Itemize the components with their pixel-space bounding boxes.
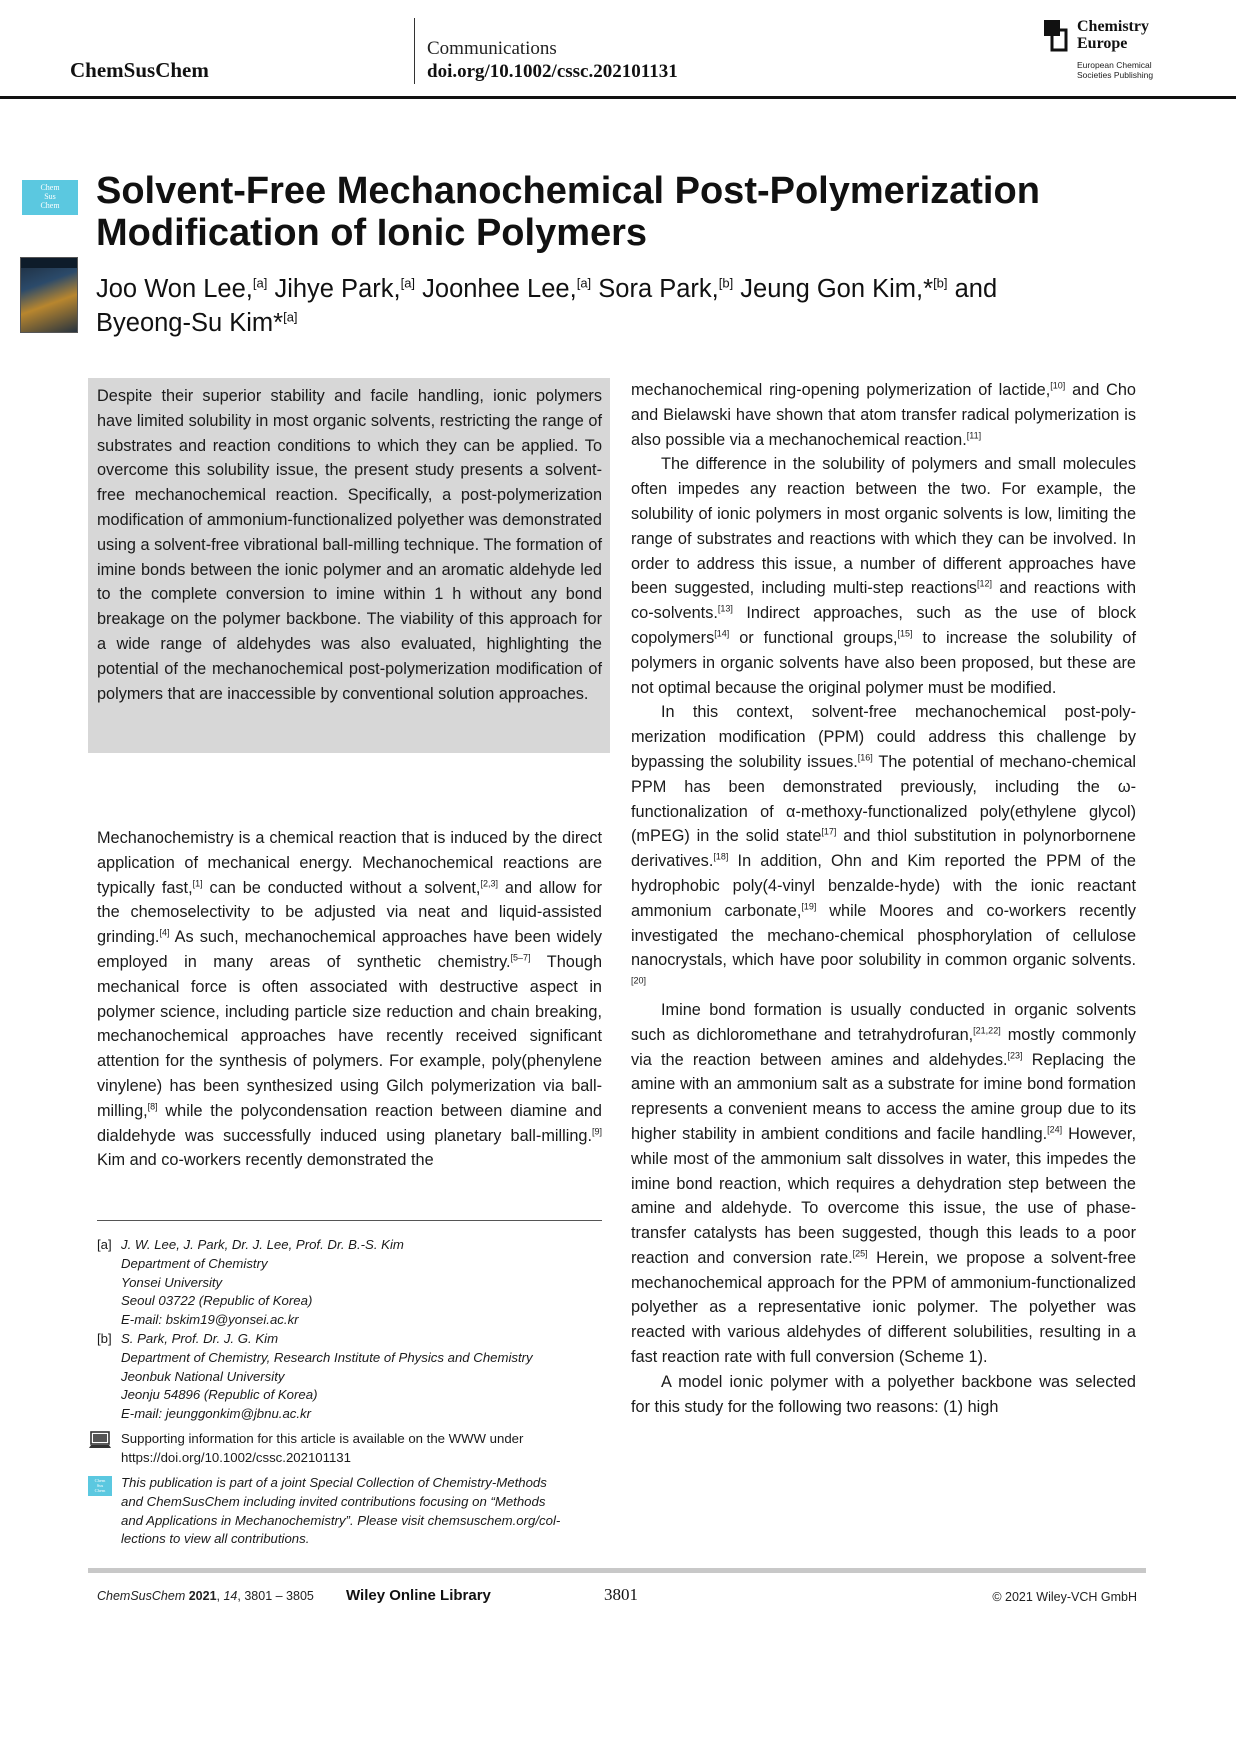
citation-ref[interactable]: [10]: [1050, 380, 1066, 391]
citation-ref[interactable]: [5–7]: [510, 952, 531, 963]
author-name: Byeong-Su Kim*: [96, 309, 284, 337]
publisher-logo[interactable]: [1044, 18, 1194, 82]
citation-ref[interactable]: [11]: [966, 430, 982, 441]
citation-ref[interactable]: [13]: [717, 603, 733, 614]
special-collection-note: Chem Sus Chem This publication is part of a joint Special Collection of Chemistry-Methods and ChemSusChem including invited contributions focusing on “Methods and Applications in Mechanochemistry”. Please visit chemsuschem.org/col- lections to view all contributions.: [88, 1474, 602, 1549]
header-rule: [0, 96, 1236, 99]
publisher-logo-subtitle: European Chemical Societies Publishing: [1077, 60, 1154, 80]
email-link[interactable]: E-mail: bskim19@yonsei.ac.kr: [121, 1312, 299, 1328]
citation-ref[interactable]: [12]: [976, 578, 992, 589]
journal-name: ChemSusChem: [70, 58, 209, 82]
author-affiliation: [a]: [576, 275, 592, 291]
header-divider: [414, 18, 415, 84]
article-title: Solvent-Free Mechanochemical Post-Polymerization Modification of Ionic Polymers: [96, 170, 1040, 254]
page-number: 3801: [604, 1585, 638, 1604]
citation-ref[interactable]: [15]: [897, 628, 913, 639]
author-name: Joo Won Lee,: [96, 275, 253, 303]
wiley-online-library-link[interactable]: Wiley Online Library: [346, 1587, 491, 1604]
body-column-left: [97, 826, 602, 1173]
citation-ref[interactable]: [23]: [1007, 1050, 1023, 1061]
footer-citation: ChemSusChem 2021, 14, 3801 – 3805: [97, 1589, 314, 1603]
affiliations: [97, 1236, 602, 1424]
author-name: Sora Park,: [591, 275, 719, 303]
supporting-info-note: Supporting information for this article is available on the WWW under https://doi.org/10.1002/cssc.202101131: [88, 1430, 602, 1468]
footer-rule: [88, 1568, 1146, 1573]
section-label: Communications: [427, 38, 557, 59]
cover-image-icon[interactable]: [20, 257, 78, 333]
body-paragraph: In this context, solvent-free mechanochemical post-poly-merization modification (PPM) could address this challenge by bypassing the solubility issues.[16] The potential of mechano-chemical PPM has been demonstrated previously, including the ω-functionalization of α-methoxy-functionalized poly(ethylene glycol) (mPEG) in the solid state[17] and thiol substitution in polynorbornene derivatives.[18] In addition, Ohn and Kim reported the PPM of the hydrophobic poly(4-vinyl benzalde-hyde) with the ionic reactant ammonium carbonate,[19] while Moores and co-workers recently investigated the mechano-chemical phosphorylation of cellulose nanocrystals, which have poor solubility in common organic solvents.[20]: [631, 703, 1136, 986]
citation-ref[interactable]: [20]: [631, 975, 647, 986]
supporting-info-link[interactable]: https://doi.org/10.1002/cssc.202101131: [121, 1449, 351, 1465]
copyright: © 2021 Wiley-VCH GmbH: [992, 1590, 1137, 1604]
publisher-logo-mark-icon: [1044, 20, 1070, 52]
citation-ref[interactable]: [4]: [159, 927, 170, 938]
author-affiliation: [a]: [400, 275, 416, 291]
author-name: Joonhee Lee,: [415, 275, 577, 303]
citation-ref[interactable]: [2,3]: [480, 878, 498, 889]
author-list: [96, 272, 1116, 340]
citation-ref[interactable]: [8]: [147, 1101, 158, 1112]
author-affiliation: [a]: [252, 275, 268, 291]
affiliation-tag: [a]: [97, 1237, 112, 1252]
affiliation-a: [a] J. W. Lee, J. Park, Dr. J. Lee, Prof. Dr. B.-S. Kim Department of Chemistry Yonsei University Seoul 03722 (Republic of Korea) E-mail: bskim19@yonsei.ac.kr: [97, 1236, 602, 1330]
author-name: Jeung Gon Kim,*: [733, 275, 934, 303]
body-paragraph: mechanochemical ring-opening polymerization of lactide,[10] and Cho and Bielawski have shown that atom transfer radical polymerization is also possible via a mechanochemical reaction.[11]: [631, 380, 1136, 449]
citation-ref[interactable]: [21,22]: [973, 1025, 1001, 1036]
author-name: Jihye Park,: [267, 275, 401, 303]
author-affiliation: [b]: [933, 275, 948, 291]
citation-ref[interactable]: [18]: [713, 851, 729, 862]
body-paragraph: Mechanochemistry is a chemical reaction that is induced by the direct application of mechanical energy. Mechanochemical reactions are typically fast,[1] can be conducted without a solvent,[2,3] and allow for the chemoselectivity to be adjusted via neat and liquid-assisted grinding.[4] As such, mechanochemical approaches have been widely employed in many areas of synthetic chemistry.[5–7] Though mechanical force is often associated with destructive aspect in polymer science, including particle size reduction and chain breaking, mechanochemical approaches have recently received significant attention for the synthesis of polymers. For example, poly(phenylene vinylene) has been synthesized using Gilch polymerization via ball-milling,[8] while the polycondensation reaction between diamine and dialdehyde was successfully induced using planetary ball-milling.[9] Kim and co-workers recently demonstrated the: [97, 829, 602, 1170]
journal-badge-icon: Chem Sus Chem: [22, 180, 78, 215]
citation-ref[interactable]: [17]: [821, 826, 837, 837]
citation-ref[interactable]: [19]: [801, 901, 817, 912]
citation-ref[interactable]: [1]: [192, 878, 203, 889]
abstract-text: Despite their superior stability and facile handling, ionic polymers have limited solubility in most organic solvents, restricting the range of substrates and reaction conditions to which they can be applied. To overcome this solubility issue, the present study presents a solvent-free mechanochemical reaction. Specifically, a post-polymerization modification of ammonium-functionalized polyether was demonstrated using a solvent-free vibrational ball-milling technique. The formation of imine bonds between the ionic polymer and an aromatic aldehyde led to the complete conversion to imine within 1 h without any bond breakage on the polymer backbone. The viability of this approach for a wide range of aldehydes was also evaluated, highlighting the potential of the mechanochemical post-polymerization modification of polymers that are inaccessible by conventional solution approaches.: [97, 387, 602, 703]
collection-badge-icon: Chem Sus Chem: [88, 1476, 112, 1496]
computer-icon: [88, 1431, 112, 1451]
citation-ref[interactable]: [16]: [857, 752, 873, 763]
affiliation-b: [b] S. Park, Prof. Dr. J. G. Kim Department of Chemistry, Research Institute of Physics and Chemistry Jeonbuk National University Jeonju 54896 (Republic of Korea) E-mail: jeunggonkim@jbnu.ac.kr: [97, 1330, 602, 1424]
affiliation-tag: [b]: [97, 1330, 112, 1346]
body-paragraph: A model ionic polymer with a polyether backbone was selected for this study for the following two reasons: (1) high: [631, 1372, 1136, 1416]
author-conjunction: and: [947, 275, 998, 303]
affiliation-rule: [97, 1220, 602, 1221]
abstract-box: [88, 378, 610, 753]
citation-ref[interactable]: [14]: [714, 628, 730, 639]
citation-ref[interactable]: [24]: [1047, 1124, 1063, 1135]
citation-ref[interactable]: [25]: [852, 1248, 868, 1259]
author-affiliation: [b]: [718, 275, 734, 291]
citation-ref[interactable]: [9]: [591, 1126, 602, 1137]
email-link[interactable]: E-mail: jeunggonkim@jbnu.ac.kr: [121, 1406, 312, 1422]
body-column-right: [631, 378, 1136, 1419]
body-paragraph: The difference in the solubility of polymers and small molecules often impedes any reaction between the two. For example, the solubility of ionic polymers in most organic solvents is low, limiting the range of substrates and reactions with which they can be involved. In order to address this issue, a number of different approaches have been suggested, including multi-step reactions[12] and reactions with co-solvents.[13] Indirect approaches, such as the use of block copolymers[14] or functional groups,[15] to increase the solubility of polymers in organic solvents have also been proposed, but these are not optimal because the original polymer must be modified.: [631, 455, 1136, 697]
publisher-logo-title: Chemistry Europe: [1077, 18, 1149, 52]
header-doi-link[interactable]: doi.org/10.1002/cssc.202101131: [427, 61, 678, 82]
author-affiliation: [a]: [283, 309, 298, 325]
body-paragraph: Imine bond formation is usually conducted in organic solvents such as dichloromethane and tetrahydrofuran,[21,22] mostly commonly via the reaction between amines and aldehydes.[23] Replacing the amine with an ammonium salt as a substrate for imine bond formation represents a convenient means to access the amine group due to its higher stability in ambient conditions and facile handling.[24] However, while most of the ammonium salt dissolves in water, this impedes the imine bond reaction, which requires a dehydration step between the amine and aldehyde. To overcome this issue, the use of phase-transfer catalysts has been suggested, though this leads to a poor reaction and conversion rate.[25] Herein, we propose a solvent-free mechanochemical approach for the PPM of ammonium-functionalized polyether as a representative ionic polymer. The polyether was reacted with various aldehydes of different solubilities, resulting in a fast reaction rate with full conversion (Scheme 1).: [631, 1000, 1136, 1367]
